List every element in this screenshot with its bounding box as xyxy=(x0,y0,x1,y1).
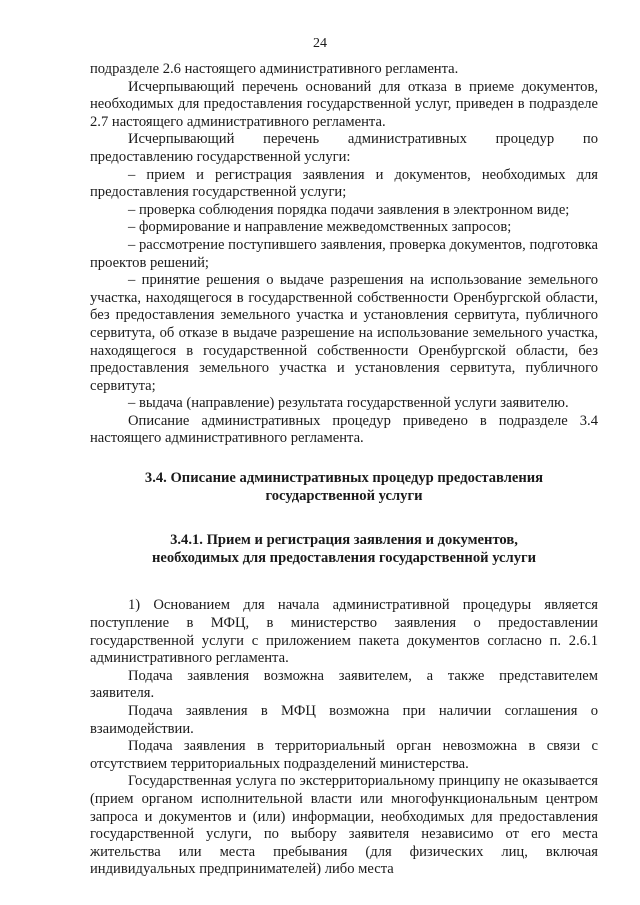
section-heading xyxy=(90,470,598,505)
paragraph: Описание административных процедур приведено в подразделе 3.4 настоящего административного регламента. xyxy=(90,412,598,447)
list-item: – прием и регистрация заявления и документов, необходимых для предоставления государственной услуги; xyxy=(90,166,598,201)
subsection-heading xyxy=(90,532,598,567)
section-heading-line: государственной услуги xyxy=(265,487,423,504)
paragraph: 1) Основанием для начала административной процедуры является поступление в МФЦ, в министерство заявления о предоставлении государственной услуги с приложением пакета документов согласно п. 2.6.1 административного регламента. xyxy=(90,597,598,667)
list-item: – принятие решения о выдаче разрешения на использование земельного участка, находящегося в государственной собственности Оренбургской области, без предоставления земельного участка и установления сервитута, публичного сервитута, об отказе в выдаче разрешение на использование земельного участка, находящегося в государственной собственности Оренбургской области, без предоставления земельного участка и установления сервитута, публичного сервитута; xyxy=(90,272,598,394)
list-item: – рассмотрение поступившего заявления, проверка документов, подготовка проектов решений; xyxy=(90,236,598,271)
section-heading-line: 3.4. Описание административных процедур предоставления xyxy=(144,470,544,487)
subsection-heading-line: 3.4.1. Прием и регистрация заявления и документов, xyxy=(170,532,518,549)
paragraph: подразделе 2.6 настоящего административного регламента. xyxy=(90,61,459,77)
subsection-heading-line: необходимых для предоставления государственной услуги xyxy=(151,549,537,566)
document-body xyxy=(90,61,598,879)
list-item: – проверка соблюдения порядка подачи заявления в электронном виде; xyxy=(128,201,570,218)
paragraph: Подача заявления возможна заявителем, а также представителем заявителя. xyxy=(90,667,598,702)
list-item: – формирование и направление межведомственных запросов; xyxy=(128,219,512,236)
page-number: 24 xyxy=(313,36,327,51)
paragraph: Подача заявления в МФЦ возможна при наличии соглашения о взаимодействии. xyxy=(90,703,598,737)
paragraph: Подача заявления в территориальный орган невозможна в связи с отсутствием территориальных подразделений министерства. xyxy=(90,738,598,772)
paragraph: Исчерпывающий перечень оснований для отказа в приеме документов, необходимых для предоставления государственной услуг, приведен в подразделе 2.7 настоящего административного регламента. xyxy=(90,78,598,130)
paragraph: Исчерпывающий перечень административных процедур по предоставлению государственной услуги: xyxy=(90,131,598,165)
paragraph: Государственная услуга по экстерриториальному принципу не оказывается (прием органом исполнительной власти или многофункциональным центром запроса и документов и (или) информации, необходимых для предоставления государственной услуги, по выбору заявителя независимо от его места жительства или места пребывания (для физических лиц, включая индивидуальных предпринимателей) либо места xyxy=(90,773,598,878)
list-item: – выдача (направление) результата государственной услуги заявителю. xyxy=(128,395,569,412)
